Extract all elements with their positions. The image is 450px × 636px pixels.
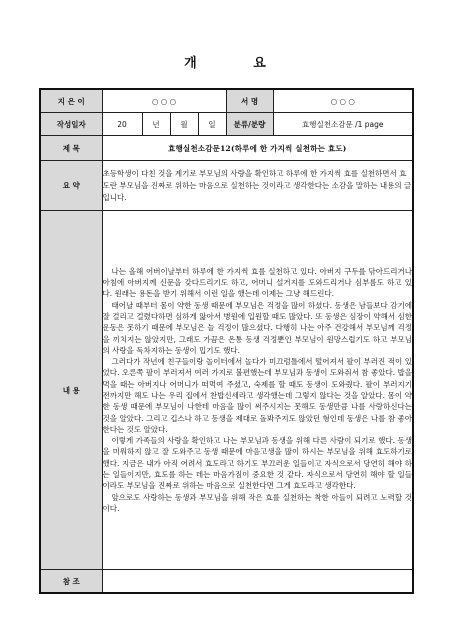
content-label: 내 용 bbox=[40, 211, 102, 570]
content-body[interactable] bbox=[102, 211, 413, 570]
date-row bbox=[40, 113, 413, 136]
date-year[interactable] bbox=[102, 113, 142, 136]
summary-form-table bbox=[39, 88, 414, 594]
content-paragraph: 이렇게 가족들의 사랑을 확인하고 나는 부모님과 동생을 위해 다른 사람이 되기로 했다. 동생을 미워하지 않고 잘 도와주고 동생 때문에 마음고생을 많이 하시는 부모님을 위해 효도하기로 했다. 지금은 내가 아직 어려서 효도라고 하기도 부끄러운 일들이고 자식으로서 당연히 해야 하는 일들이지만, 효도를 하는 데는 마음가짐이 중요한 것 같다. 자식으로서 당연히 해야 할 일들이라도 부모님을 진짜로 위하는 마음으로 실천한다면 그게 효도라고 생각한다. bbox=[102, 436, 413, 491]
summary-label: 요 약 bbox=[40, 161, 102, 211]
date-day-unit: 일 bbox=[198, 113, 226, 136]
subject-label: 제 목 bbox=[40, 136, 102, 161]
date-year-value: 20 bbox=[117, 119, 127, 129]
author-row bbox=[40, 89, 413, 113]
summary-text[interactable]: 초등학생이 다친 것을 계기로 부모님의 사랑을 확인하고 하루에 한 가지씩 효를 실천하면서 효도란 부모님을 진짜로 위하는 마음으로 실천하는 것이라고 생각한다는 소감을 말하는 내용의 글입니다. bbox=[102, 161, 413, 211]
author-value[interactable]: ○ ○ ○ bbox=[102, 89, 226, 113]
date-year-unit: 년 bbox=[142, 113, 170, 136]
content-paragraph: 앞으로도 사랑하는 동생과 부모님을 위해 작은 효를 실천하는 착한 아들이 되려고 노력할 것이다. bbox=[102, 492, 413, 513]
reference-label: 참 조 bbox=[40, 570, 102, 594]
date-month-unit: 월 bbox=[170, 113, 198, 136]
subject-row bbox=[40, 136, 413, 161]
subject-value[interactable]: 효행실천소감문12(하루에 한 가지씩 실천하는 효도) bbox=[102, 136, 413, 161]
reference-row bbox=[40, 570, 413, 594]
signature-value[interactable]: ○ ○ ○ bbox=[273, 89, 413, 113]
reference-value[interactable] bbox=[102, 570, 413, 594]
category-label: 분류/분량 bbox=[226, 113, 273, 136]
content-paragraph: 그러다가 작년에 친구들이랑 놀이터에서 놀다가 미끄럼틀에서 떨어져서 팔이 부러진 적이 있었다. 오른쪽 팔이 부러져서 여러 가지로 불편했는데 부모님과 동생이 도와줘서 참 좋았다. 밥을 먹을 때는 아버지나 어머니가 떠먹여 주셨고, 숙제를 할 때도 동생이 도와줬다. 팔이 부러지기 전까지만 해도 나는 우리 집에서 찬밥신세라고 생각했는데 그렇지 않다는 것을 알았다. 몸이 약한 동생 때문에 부모님이 나한테 마음을 많이 써주시지는 못해도 동생만큼 나를 사랑하신다는 것을 알았다. 그리고 깁스나 하고 동생을 제대로 돌봐주지도 않았던 형인데 동생은 나를 참 좋아한다는 것도 알았다. bbox=[102, 357, 413, 434]
content-paragraph: 태어날 때부터 몸이 약한 동생 때문에 부모님은 걱정을 많이 하셨다. 동생은 남들보다 감기에 잘 걸리고 걸렸다하면 심하게 앓아서 병원에 입원할 때도 많았다. 또 동생은 심장이 약해서 심한 운동은 못하기 때문에 부모님은 늘 걱정이 많으셨다. 다행히 나는 아주 건강해서 부모님께 걱정을 끼치지는 않았지만, 그래도 가끔은 온통 동생 걱정뿐인 부모님이 원망스럽기도 하고 부모님의 사랑을 독차지하는 동생이 밉기도 했다. bbox=[102, 300, 413, 355]
content-paragraph: 나는 올해 어버이날부터 하루에 한 가지씩 효를 실천하고 있다. 아버지 구두를 닦아드리거나 아침에 아버지께 신문을 갖다드리기도 하고, 어머니 설거지를 도와드리거나 심부름도 하고 있다. 원래는 용돈을 받기 위해서 이런 일을 했는데 이제는 그냥 해드린다. bbox=[102, 266, 413, 299]
signature-label: 서 명 bbox=[226, 89, 273, 113]
page-title: 개 요 bbox=[184, 56, 292, 71]
author-label: 지 은 이 bbox=[40, 89, 102, 113]
category-value[interactable]: 효행실천소감문 /1 page bbox=[273, 113, 413, 136]
date-label: 작성일자 bbox=[40, 113, 102, 136]
content-row bbox=[40, 211, 413, 570]
summary-row bbox=[40, 161, 413, 211]
